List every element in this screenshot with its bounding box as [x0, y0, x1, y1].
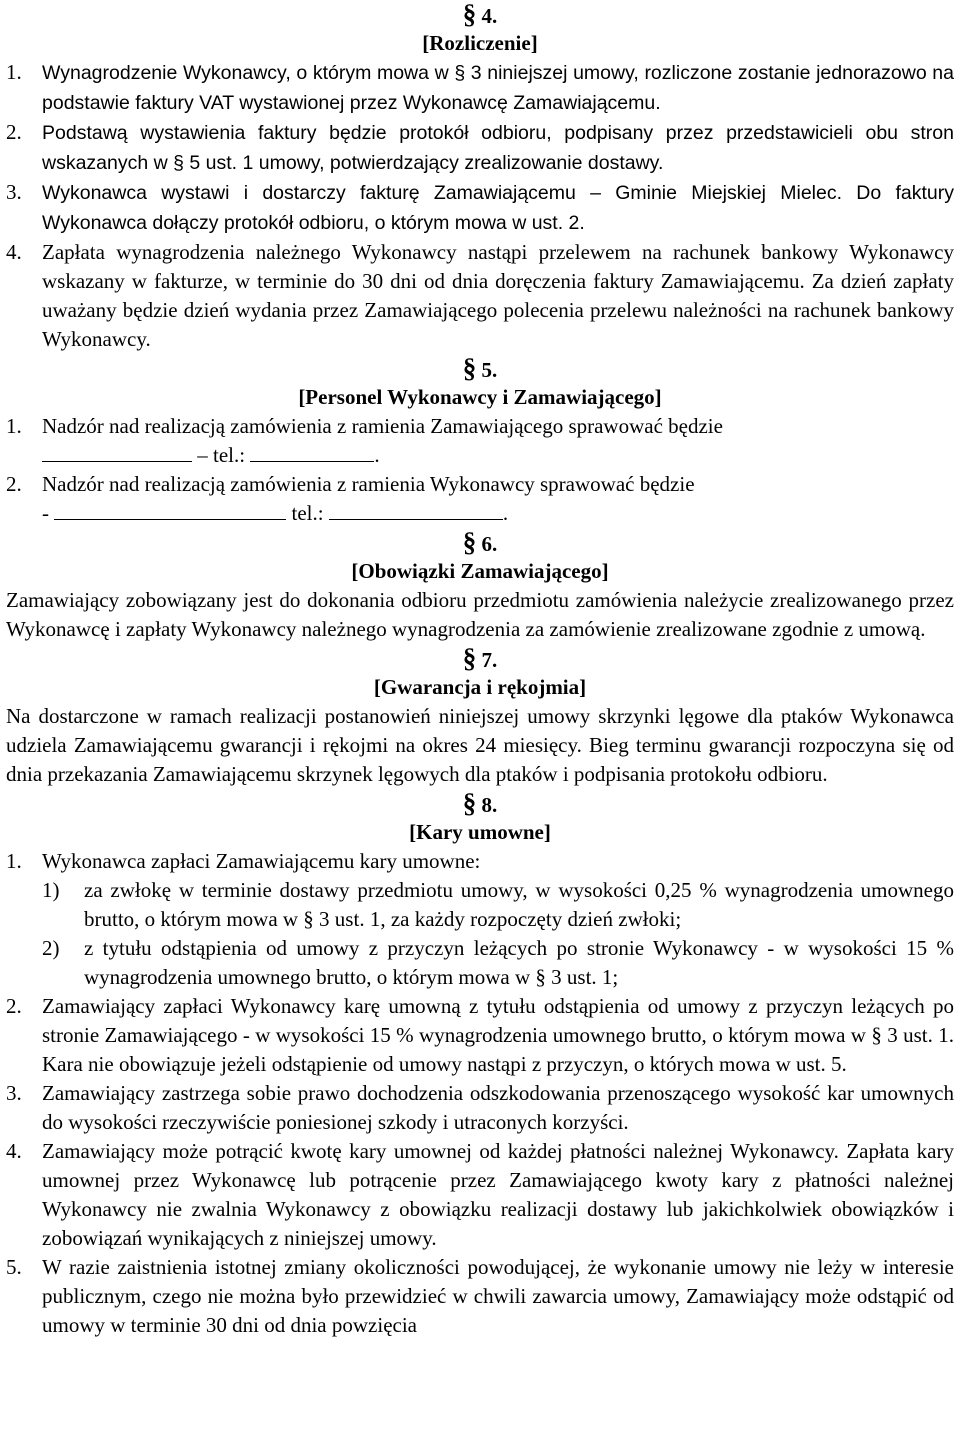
s7-paragraph: Na dostarczone w ramach realizacji postanowień niniejszej umowy skrzynki lęgowe dla ptaków Wykonawca udziela Zamawiającemu gwarancji i rękojmi na okres 24 miesięcy. Bieg terminu gwarancji rozpoczyna się od dnia przekazania Zamawiającemu skrzynek lęgowych dla ptaków i podpisania protokołu odbioru. — [6, 704, 954, 786]
item-number: 2. — [6, 472, 22, 496]
item-number: 4. — [6, 1139, 22, 1163]
item-text: Wykonawca zapłaci Zamawiającemu kary umowne: — [42, 849, 481, 873]
section-4-number — [6, 0, 954, 29]
item-number: 1. — [6, 60, 22, 84]
dash: - — [42, 501, 49, 525]
dash: – — [197, 443, 208, 467]
item-text: W razie zaistnienia istotnej zmiany okoliczności powodującej, że wykonanie umowy nie leży w interesie publicznym, czego nie można było przewidzieć w chwili zawarcia umowy, Zamawiający może odstąpić od umowy w terminie 30 dni od dnia powzięcia — [42, 1255, 954, 1337]
s8-item-4 — [6, 1137, 954, 1253]
s4-item-2 — [6, 118, 954, 178]
s4-item-1 — [6, 58, 954, 118]
item-text: Nadzór nad realizacją zamówienia z ramienia Zamawiającego sprawować będzie — [42, 414, 723, 438]
section-number: 6. — [481, 532, 498, 556]
tel-label: tel.: — [291, 501, 324, 525]
document-page — [6, 0, 954, 1340]
item-number: 2. — [6, 120, 22, 144]
item-text: Zapłata wynagrodzenia należnego Wykonawcy nastąpi przelewem na rachunek bankowy Wykonawcy wskazany w fakturze, w terminie do 30 dni od dnia doręczenia faktury Zamawiającemu. Za dzień zapłaty uważany będzie dzień wydania przez Zamawiającego polecenia przelewu należności na rachunek bankowy Wykonawcy. — [42, 240, 954, 351]
item-number: 1. — [6, 414, 22, 438]
paragraph-sign: § — [462, 643, 477, 673]
s5-item-1 — [6, 412, 954, 470]
s6-paragraph: Zamawiający zobowiązany jest do dokonania odbioru przedmiotu zamówienia należycie zrealizowanego przez Wykonawcę i zapłaty Wykonawcy należnego wynagrodzenia za zamówienie zrealizowane zgodnie z umową. — [6, 588, 954, 641]
item-text: Zamawiający zapłaci Wykonawcy karę umowną z tytułu odstąpienia od umowy z przyczyn leżących po stronie Zamawiającego - w wysokości 15 % wynagrodzenia umownego brutto, o którym mowa w § 3 ust. 1. Kara nie obowiązuje jeżeli odstąpienie od umowy nastąpi z przyczyn, o których mowa w ust. 5. — [42, 994, 954, 1076]
section-4-title: [Rozliczenie] — [422, 31, 538, 55]
subitem-number: 1) — [42, 878, 60, 902]
phone-blank-line — [250, 441, 374, 462]
subitem-text: z tytułu odstąpienia od umowy z przyczyn leżących po stronie Wykonawcy - w wysokości 15 % wynagrodzenia umownego brutto, o którym mowa w § 3 ust. 1; — [84, 936, 954, 989]
subitem-text: za zwłokę w terminie dostawy przedmiotu umowy, w wysokości 0,25 % wynagrodzenia umownego brutto, o którym mowa w § 3 ust. 1, za każdy rozpoczęty dzień zwłoki; — [84, 878, 954, 931]
paragraph-sign: § — [462, 0, 477, 29]
item-number: 1. — [6, 849, 22, 873]
phone-blank-line — [329, 499, 503, 520]
item-number: 4. — [6, 240, 22, 264]
tel-label: tel.: — [213, 443, 246, 467]
subitem-number: 2) — [42, 936, 60, 960]
section-6-number — [6, 528, 954, 557]
section-number: 5. — [481, 358, 498, 382]
s4-item-4 — [6, 238, 954, 354]
paragraph-sign: § — [462, 788, 477, 818]
paragraph-sign: § — [462, 527, 477, 557]
s8-item-5 — [6, 1253, 954, 1340]
item-text: Wynagrodzenie Wykonawcy, o którym mowa w § 3 niniejszej umowy, rozliczone zostanie jednorazowo na podstawie faktury VAT wystawionej przez Wykonawcę Zamawiającemu. — [42, 62, 954, 114]
section-8-number — [6, 789, 954, 818]
section-7-title: [Gwarancja i rękojmia] — [373, 675, 587, 699]
section-number: 4. — [481, 4, 498, 28]
section-5-number — [6, 354, 954, 383]
period: . — [374, 443, 380, 467]
s8-subitem-1 — [6, 876, 954, 934]
period: . — [502, 501, 509, 525]
item-text: Wykonawca wystawi i dostarczy fakturę Zamawiającemu – Gminie Miejskiej Mielec. Do faktury Wykonawca dołączy protokół odbioru, o którym mowa w ust. 2. — [42, 182, 954, 234]
section-number: 8. — [481, 793, 498, 817]
item-number: 3. — [6, 1081, 22, 1105]
s5-item-2 — [6, 470, 954, 528]
section-5-title: [Personel Wykonawcy i Zamawiającego] — [298, 385, 662, 409]
s8-item-1 — [6, 847, 954, 876]
paragraph-sign: § — [462, 353, 477, 383]
s4-item-3 — [6, 178, 954, 238]
item-number: 2. — [6, 994, 22, 1018]
section-6-title: [Obowiązki Zamawiającego] — [351, 559, 609, 583]
s8-item-2 — [6, 992, 954, 1079]
item-number: 5. — [6, 1255, 22, 1279]
item-text: Podstawą wystawienia faktury będzie protokół odbioru, podpisany przez przedstawicieli obu stron wskazanych w § 5 ust. 1 umowy, potwierdzający zrealizowanie dostawy. — [42, 122, 954, 174]
name-blank-line — [42, 441, 192, 462]
name-blank-line — [54, 499, 286, 520]
item-number: 3. — [6, 180, 22, 204]
item-text: Nadzór nad realizacją zamówienia z ramienia Wykonawcy sprawować będzie — [42, 472, 695, 496]
section-8-title: [Kary umowne] — [409, 820, 551, 844]
s8-subitem-2 — [6, 934, 954, 992]
section-number: 7. — [481, 648, 498, 672]
item-text: Zamawiający zastrzega sobie prawo dochodzenia odszkodowania przenoszącego wysokość kar umownych do wysokości rzeczywiście poniesionej szkody i utraconych korzyści. — [42, 1081, 954, 1134]
s8-item-3 — [6, 1079, 954, 1137]
section-7-number — [6, 644, 954, 673]
item-text: Zamawiający może potrącić kwotę kary umownej od każdej płatności należnej Wykonawcy. Zapłata kary umownej przez Wykonawcę lub potrącenie przez Zamawiającego kwoty kary z płatności należnej Wykonawcy nie zwalnia Wykonawcy z obowiązku realizacji dostawy lub jakichkolwiek obowiązków i zobowiązań wynikających z niniejszej umowy. — [42, 1139, 954, 1250]
